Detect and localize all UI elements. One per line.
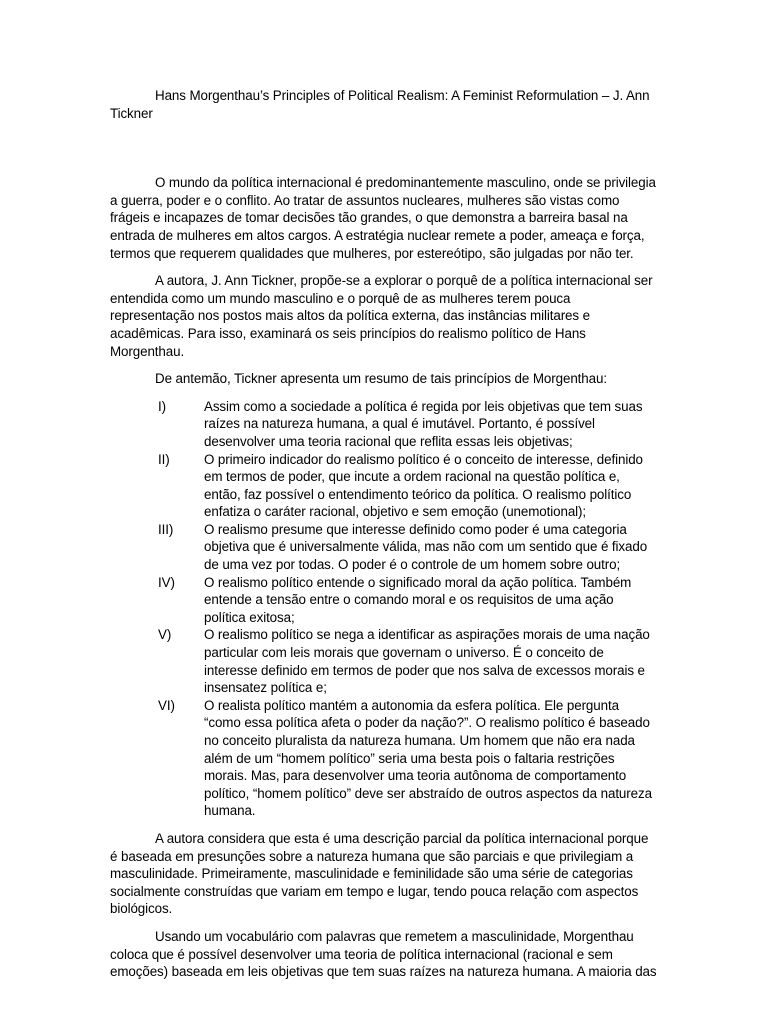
principle-item [110, 451, 658, 521]
principle-item [110, 574, 658, 627]
principles-list [110, 398, 658, 820]
paragraph-intro-2: A autora, J. Ann Tickner, propõe-se a explorar o porquê de a política internacional ser entendida como um mundo masculino e o porquê de as mulheres terem pouca representação nos postos mais altos da política externa, das instâncias militares e acadêmicas. Para isso, examinará os seis princípios do realismo político de Hans Morgenthau. [110, 273, 653, 359]
principle-text: O realismo presume que interesse definido como poder é uma categoria objetiva que é universalmente válida, mas não com um sentido que é fixado de uma vez por todas. O poder é o controle de um homem sobre outro; [204, 521, 648, 573]
principle-text: Assim como a sociedade a política é regida por leis objetivas que tem suas raízes na natureza humana, a qual é imutável. Portanto, é possível desenvolver uma teoria racional que reflita essas leis objetivas; [204, 398, 643, 449]
principle-numeral: IV) [158, 574, 175, 590]
paragraph-intro-1: O mundo da política internacional é predominantemente masculino, onde se privilegia a guerra, poder e o conflito. Ao tratar de assuntos nucleares, mulheres são vistas como frágeis e incapazes de tomar decisões tão grandes, o que demonstra a barreira basal na entrada de mulheres em altos cargos. A estratégia nuclear remete a poder, ameaça e força, termos que requerem qualidades que mulheres, por estereótipo, são julgadas por não ter. [110, 175, 656, 261]
principle-item [110, 521, 658, 574]
principle-numeral: II) [158, 451, 170, 467]
paragraph-body-2: Usando um vocabulário com palavras que remetem a masculinidade, Morgenthau coloca que é possível desenvolver uma teoria de política internacional (racional e sem emoções) baseada em leis objetivas que tem suas raízes na natureza humana. A maioria das [110, 928, 657, 980]
paragraph-body-1: A autora considera que esta é uma descrição parcial da política internacional porque é baseada em presunções sobre a natureza humana que são parciais e que privilegiam a masculinidade. Primeiramente, masculinidade e feminilidade são uma série de categorias socialmente construídas que variam em tempo e lugar, tendo pouca relação com aspectos biológicos. [110, 830, 649, 917]
principle-text: O realista político mantém a autonomia da esfera política. Ele pergunta “como essa política afeta o poder da nação?”. O realismo político é baseado no conceito pluralista da natureza humana. Um homem que não era nada além de um “homem político” seria uma besta pois o faltaria restrições morais. Mas, para desenvolver uma teoria autônoma de comportamento político, “homem político” deve ser abstraído de outros aspectos da natureza humana. [204, 697, 652, 819]
principle-numeral: VI) [158, 697, 175, 713]
principle-item [110, 398, 658, 451]
principle-numeral: III) [158, 521, 174, 537]
principle-item [110, 626, 658, 696]
principle-text: O realismo político entende o significado moral da ação política. Também entende a tensão entre o comando moral e os requisitos de uma ação política exitosa; [204, 574, 632, 625]
principle-numeral: V) [158, 627, 172, 643]
document-page [110, 87, 658, 991]
principle-numeral: I) [158, 398, 166, 414]
principle-item [110, 697, 658, 820]
document-title: Hans Morgenthau’s Principles of Political Realism: A Feminist Reformulation – J. Ann Tickner [110, 88, 650, 121]
principle-text: O primeiro indicador do realismo político é o conceito de interesse, definido em termos de poder, que incute a ordem racional na questão política e, então, faz possível o entendimento teórico da política. O realismo político enfatiza o caráter racional, objetivo e sem emoção (unemotional); [204, 451, 643, 520]
principles-intro: De antemão, Tickner apresenta um resumo de tais princípios de Morgenthau: [155, 371, 607, 387]
principle-text: O realismo político se nega a identificar as aspirações morais de uma nação particular com leis morais que governam o universo. É o conceito de interesse definido em termos de poder que nos salva de excessos morais e insensatez política e; [204, 627, 650, 696]
